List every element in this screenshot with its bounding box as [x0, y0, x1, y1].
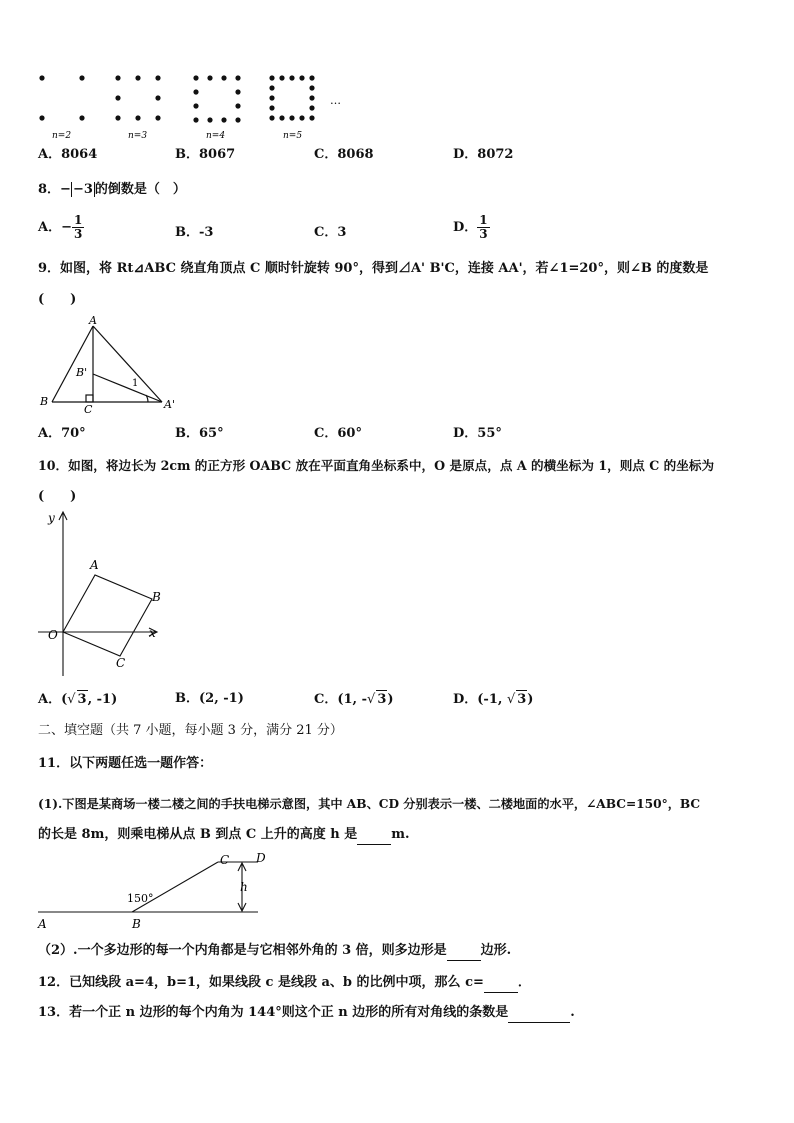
- square-root: 3: [77, 692, 87, 707]
- dot-pattern-n3: [115, 75, 160, 120]
- square-root: 3: [517, 692, 527, 707]
- fraction: $\frac{1}{3}$: [479, 213, 488, 241]
- label-A: A: [38, 917, 47, 931]
- answer-blank[interactable]: [357, 826, 391, 845]
- answer-blank[interactable]: [484, 974, 518, 993]
- q11-part1-line1: (1).下图是某商场一楼二楼之间的手扶电梯示意图，其中 AB、CD 分别表示一楼、二楼地面的水平，∠ABC=150°，BC: [38, 797, 701, 811]
- label-A: A: [89, 314, 97, 327]
- absolute-value: −3: [72, 182, 93, 197]
- q11-part2: （2）.一个多边形的每一个内角都是与它相邻外角的 3 倍，则多边形是 边形.: [38, 942, 511, 961]
- label-A: A: [90, 558, 99, 572]
- answer-blank[interactable]: [508, 1004, 570, 1023]
- q10-option-d[interactable]: D．(-1, √ 3): [453, 692, 534, 707]
- q7-option-b[interactable]: B．8067: [175, 147, 236, 162]
- label-C: C: [220, 853, 230, 867]
- dot-pattern-n2: [39, 75, 84, 120]
- dot-pattern-n5: [269, 75, 314, 120]
- q12: 12．已知线段 a=4，b=1，如果线段 c 是线段 a、b 的比例中项，那么 c= ．: [38, 974, 531, 993]
- label-A-prime: A': [164, 398, 175, 411]
- q10-coordinate-figure: [38, 508, 178, 678]
- q10-option-a[interactable]: A．(√ 3, -1): [38, 692, 118, 707]
- q7-dot-figures: [30, 66, 360, 142]
- q8-option-d[interactable]: D． $\frac{1}{3}$: [453, 213, 488, 241]
- q9-stem: 9．如图，将 Rt⊿ABC 绕直角顶点 C 顺时针旋转 90°，得到⊿A' B'C，连接 AA'，若∠1=20°，则∠B 的度数是: [38, 261, 709, 276]
- q11-part1-line2: 的长是 8m，则乘电梯从点 B 到点 C 上升的高度 h 是 m.: [38, 826, 410, 845]
- q10-option-c[interactable]: C．(1, -√ 3): [314, 692, 394, 707]
- q8-option-c[interactable]: C．3: [314, 225, 347, 240]
- label-D: D: [256, 851, 266, 865]
- label-B: B: [40, 395, 49, 408]
- q7-option-c[interactable]: C．8068: [314, 147, 374, 162]
- section-title: 二、填空题（共 7 小题，每小题 3 分，满分 21 分）: [38, 723, 343, 738]
- square-root: 3: [377, 692, 387, 707]
- label-O: O: [48, 628, 58, 642]
- q11-escalator-figure: [36, 850, 266, 932]
- label-B-prime: B': [76, 366, 88, 379]
- axis-label-y: y: [48, 511, 55, 525]
- q9-option-d[interactable]: D．55°: [453, 426, 502, 441]
- label-C: C: [84, 403, 93, 416]
- q8-option-b[interactable]: B．-3: [175, 225, 214, 240]
- label-C: C: [116, 656, 126, 670]
- label-angle-150: 150°: [127, 892, 154, 905]
- label-n2: n=2: [52, 131, 72, 141]
- ellipsis: …: [330, 94, 341, 107]
- q8-stem: 8．− −3 的倒数是（ ）: [38, 182, 186, 197]
- q10-answer-paren: ( ): [38, 489, 77, 504]
- label-B: B: [152, 590, 161, 604]
- q10-stem: 10．如图，将边长为 2cm 的正方形 OABC 放在平面直角坐标系中，O 是原点，点 A 的横坐标为 1，则点 C 的坐标为: [38, 458, 715, 473]
- axis-label-x: x: [149, 626, 156, 640]
- label-h: h: [240, 880, 248, 894]
- label-angle-1: 1: [132, 378, 139, 389]
- q9-answer-paren: ( ): [38, 292, 77, 307]
- label-n3: n=3: [128, 131, 148, 141]
- q9-option-a[interactable]: A．70°: [38, 426, 86, 441]
- q13: 13．若一个正 n 边形的每个内角为 144°则这个正 n 边形的所有对角线的条数是 .: [38, 1004, 575, 1023]
- q8-option-a[interactable]: A．− $\frac{1}{3}$: [38, 213, 83, 241]
- dot-pattern-n4: [193, 75, 240, 122]
- label-B: B: [132, 917, 141, 931]
- q9-option-b[interactable]: B．65°: [175, 426, 224, 441]
- label-n4: n=4: [206, 131, 226, 141]
- q10-option-b[interactable]: B．(2, -1): [175, 691, 244, 706]
- q9-option-c[interactable]: C．60°: [314, 426, 362, 441]
- fraction: $\frac{1}{3}$: [74, 213, 83, 241]
- q7-option-d[interactable]: D．8072: [453, 147, 514, 162]
- answer-blank[interactable]: [447, 942, 481, 961]
- label-n5: n=5: [283, 131, 303, 141]
- q11-stem: 11．以下两题任选一题作答：: [38, 756, 213, 771]
- q9-triangle-figure: [34, 314, 184, 416]
- q7-option-a[interactable]: A．8064: [38, 147, 98, 162]
